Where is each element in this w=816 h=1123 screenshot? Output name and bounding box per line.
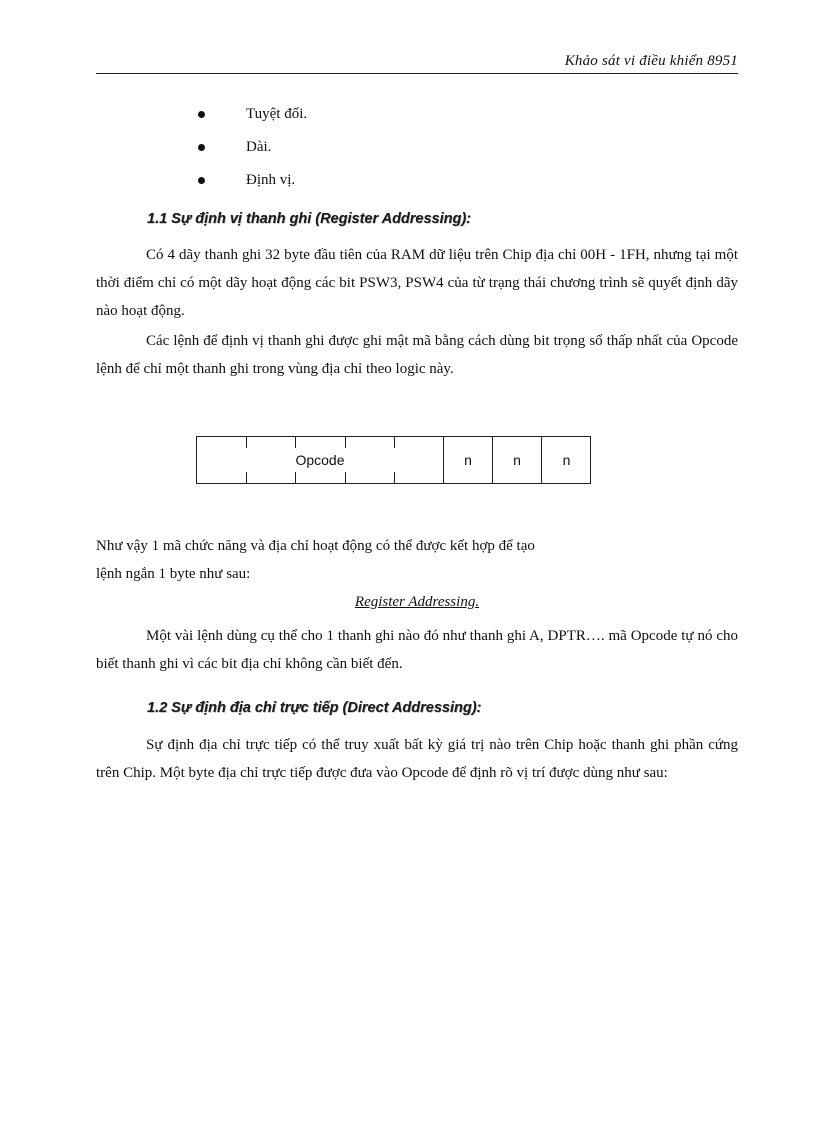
list-item-label: Tuyệt đối. xyxy=(246,106,308,122)
header-rule xyxy=(96,73,738,74)
register-bit-cell xyxy=(542,437,591,483)
list-item xyxy=(196,131,307,164)
bit-tick xyxy=(295,437,296,448)
addressing-modes-list xyxy=(196,98,307,197)
bit-tick xyxy=(394,472,395,483)
paragraph-register-encoding: Các lệnh để định vị thanh ghi được ghi mật mã bằng cách dùng bit trọng số thấp nhất của Opcode lệnh để chỉ một thanh ghi trong vùng địa chỉ theo logic này. xyxy=(96,333,738,377)
bit-tick xyxy=(295,472,296,483)
bit-tick xyxy=(246,437,247,448)
list-item-label: Định vị. xyxy=(246,172,296,188)
list-item-label: Dài. xyxy=(246,139,272,155)
bit-tick xyxy=(345,437,346,448)
opcode-field xyxy=(197,437,444,483)
register-bit-cell xyxy=(444,437,493,483)
register-bit-cell xyxy=(493,437,542,483)
running-header-title: Khảo sát vi điều khiển 8951 xyxy=(564,53,738,69)
bit-tick xyxy=(345,472,346,483)
register-bit-label: n xyxy=(562,452,571,468)
section-heading-register-addressing: 1.1 Sự định vị thanh ghi (Register Addressing): xyxy=(147,211,472,227)
opcode-format-diagram xyxy=(196,436,591,484)
diagram-caption: Register Addressing. xyxy=(354,594,480,610)
paragraph-implicit-register: Một vài lệnh dùng cụ thể cho 1 thanh ghi nào đó như thanh ghi A, DPTR…. mã Opcode tự nó cho biết thanh ghi vì các bit địa chỉ không cần biết đến. xyxy=(96,628,738,672)
bullet-icon xyxy=(198,111,205,118)
paragraph-register-banks: Có 4 dãy thanh ghi 32 byte đầu tiên của RAM dữ liệu trên Chip địa chỉ 00H - 1FH, nhưng tại một thời điểm chỉ có một dãy hoạt động các bit PSW3, PSW4 của từ trạng thái chương trình sẽ quyết định dãy nào hoạt động. xyxy=(96,247,738,319)
register-bit-label: n xyxy=(513,452,521,468)
register-bit-label: n xyxy=(464,452,472,468)
paragraph-combined-opcode-line1: Như vậy 1 mã chức năng và địa chỉ hoạt động có thể được kết hợp để tạo xyxy=(96,538,535,554)
list-item xyxy=(196,98,307,131)
paragraph-direct-addressing: Sự định địa chỉ trực tiếp có thể truy xuất bất kỳ giá trị nào trên Chip hoặc thanh ghi phần cứng trên Chip. Một byte địa chỉ trực tiếp được đưa vào Opcode để định rõ vị trí được dùng như sau: xyxy=(96,737,738,781)
opcode-field-label: Opcode xyxy=(295,452,345,468)
paragraph-combined-opcode-line2: lệnh ngắn 1 byte như sau: xyxy=(96,566,251,582)
bullet-icon xyxy=(198,177,205,184)
bullet-icon xyxy=(198,144,205,151)
bit-tick xyxy=(394,437,395,448)
section-heading-direct-addressing: 1.2 Sự định địa chỉ trực tiếp (Direct Addressing): xyxy=(147,700,482,716)
bit-tick xyxy=(246,472,247,483)
list-item xyxy=(196,164,307,197)
